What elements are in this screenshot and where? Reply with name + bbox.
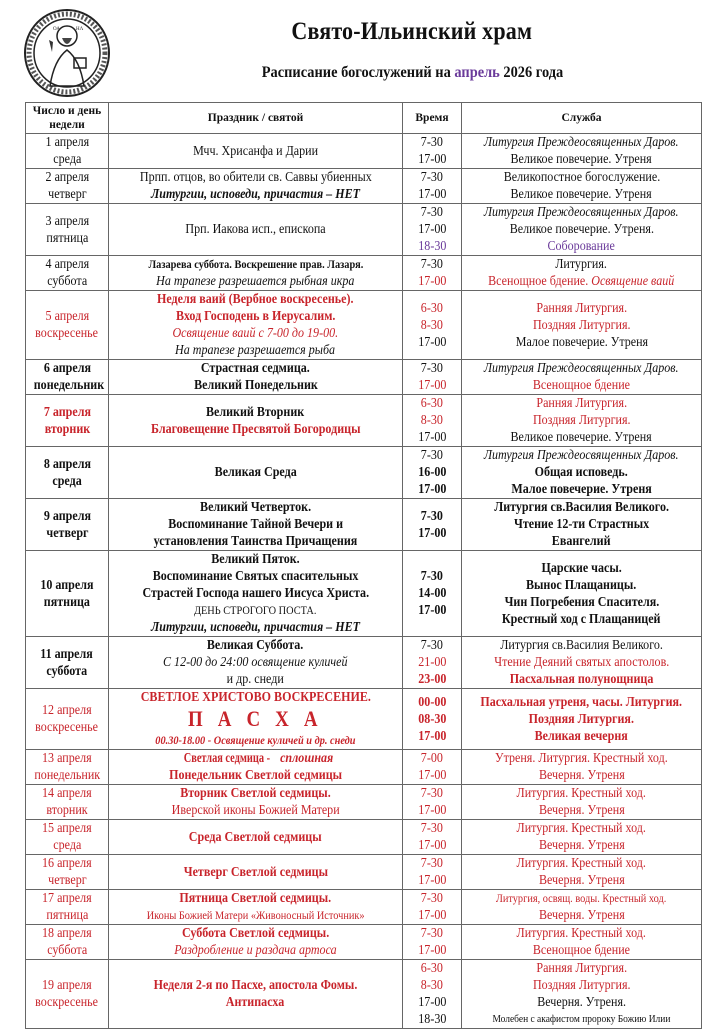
time-cell xyxy=(403,855,462,890)
time-cell-line: 7-30 xyxy=(420,926,444,941)
service-cell-line: Вечерня. Утреня xyxy=(538,768,625,783)
service-cell-line: Великое повечерие. Утреня xyxy=(510,430,653,445)
feast-cell-line: На трапезе разрешается рыбная икра xyxy=(156,274,355,289)
feast-cell-line: Великий Понедельник xyxy=(193,378,318,393)
time-cell-line: 7-30 xyxy=(420,638,444,653)
service-cell-line: Литургия. xyxy=(555,257,608,272)
time-cell xyxy=(403,395,462,447)
feast-cell xyxy=(109,499,403,551)
service-cell-line: Великопостное богослужение. xyxy=(503,170,660,185)
day-cell-line: четверг xyxy=(45,525,89,541)
service-cell xyxy=(462,447,702,499)
time-cell-line: 7-30 xyxy=(420,891,444,906)
service-cell-line: Вечерня. Утреня xyxy=(538,873,625,888)
feast-cell-line: Пятница Светлой седмицы. xyxy=(179,891,332,906)
day-cell xyxy=(26,785,109,820)
feast-cell xyxy=(109,785,403,820)
time-cell-line: 7-30 xyxy=(420,170,444,185)
feast-cell xyxy=(109,750,403,785)
service-cell-line: Утреня. Литургия. Крестный ход. xyxy=(495,751,668,766)
time-cell xyxy=(403,820,462,855)
day-cell-line: 17 апреля xyxy=(42,891,92,906)
time-cell-line: 16-00 xyxy=(417,465,447,480)
table-row xyxy=(26,689,702,750)
feast-cell xyxy=(109,395,403,447)
service-cell-line: Ранняя Литургия. xyxy=(536,396,627,411)
service-cell-line: Вечерня. Утреня. xyxy=(537,995,626,1010)
service-cell xyxy=(462,360,702,395)
header-time: Время xyxy=(403,103,462,134)
time-cell xyxy=(403,890,462,925)
time-cell-line: 17-00 xyxy=(417,873,447,888)
feast-cell-line: Великая Суббота. xyxy=(207,638,304,653)
time-cell-line: 8-30 xyxy=(420,978,444,993)
feast-cell-line: Неделя ваий (Вербное воскресенье). xyxy=(157,292,354,307)
day-cell xyxy=(26,360,109,395)
feast-cell xyxy=(109,169,403,204)
time-cell-line: 23-00 xyxy=(417,672,447,687)
feast-cell-line: Лазарева суббота. Воскрешение прав. Лазаря. xyxy=(148,257,363,271)
feast-cell xyxy=(109,291,403,360)
day-cell xyxy=(26,256,109,291)
table-row xyxy=(26,291,702,360)
table-row xyxy=(26,551,702,637)
feast-cell-line: Страстей Господа нашего Иисуса Христа. xyxy=(142,586,369,601)
service-cell-line: Великое повечерие. Утреня xyxy=(510,187,653,202)
service-cell xyxy=(462,499,702,551)
time-cell-line: 17-00 xyxy=(417,603,447,618)
time-cell xyxy=(403,291,462,360)
feast-cell-line: СВЕТЛОЕ ХРИСТОВО ВОСКРЕСЕНИЕ. xyxy=(140,690,371,705)
day-cell-line: 14 апреля xyxy=(42,786,92,801)
time-cell-line: 17-00 xyxy=(417,187,447,202)
service-cell-line: Великая вечерня xyxy=(534,728,629,744)
service-cell xyxy=(462,134,702,169)
table-row xyxy=(26,820,702,855)
svg-text:ΗΛ: ΗΛ xyxy=(76,27,84,32)
time-cell-line: 8-30 xyxy=(420,317,444,333)
service-cell xyxy=(462,925,702,960)
table-row xyxy=(26,960,702,1029)
time-cell-line: 7-30 xyxy=(420,361,444,376)
day-cell-line: воскресенье xyxy=(35,995,99,1010)
day-cell-line: суббота xyxy=(46,663,88,679)
time-cell-line: 6-30 xyxy=(420,961,444,976)
service-cell xyxy=(462,820,702,855)
day-cell xyxy=(26,447,109,499)
service-cell-line: Соборование xyxy=(547,239,616,254)
feast-cell-line: Страстная седмица. xyxy=(201,361,310,376)
day-cell-line: суббота xyxy=(47,943,87,958)
day-cell xyxy=(26,855,109,890)
time-cell-line: 6-30 xyxy=(420,396,444,411)
service-cell-line: Литургия Преждеосвященных Даров. xyxy=(484,448,679,463)
time-cell-line: 7-30 xyxy=(420,257,444,272)
feast-cell-line: Понедельник Светлой седмицы xyxy=(168,768,342,783)
service-cell-line: Великое повечерие. Утреня. xyxy=(509,222,654,237)
day-cell-line: 1 апреля xyxy=(45,135,89,150)
time-cell-line: 7-30 xyxy=(420,205,444,220)
day-cell-line: понедельник xyxy=(34,768,100,783)
header-service: Служба xyxy=(462,103,702,134)
feast-cell-line: На трапезе разрешается рыба xyxy=(175,343,336,358)
feast-cell-line: Прп. Иакова исп., епископа xyxy=(185,222,326,237)
day-cell xyxy=(26,499,109,551)
day-cell-line: 12 апреля xyxy=(42,703,92,718)
header-feast: Праздник / святой xyxy=(109,103,403,134)
time-cell-line: 17-00 xyxy=(417,728,447,744)
feast-cell-line: Антипасха xyxy=(226,995,285,1010)
feast-cell-line: Вторник Светлой седмицы. xyxy=(180,786,331,801)
time-cell xyxy=(403,960,462,1029)
day-cell-line: вторник xyxy=(44,421,90,437)
time-cell-line: 7-30 xyxy=(420,135,444,150)
time-cell xyxy=(403,256,462,291)
service-cell-line: Поздняя Литургия. xyxy=(532,413,631,428)
day-cell-line: 11 апреля xyxy=(40,646,94,662)
service-cell-line: Поздняя Литургия. xyxy=(532,317,631,333)
feast-cell-line: Иконы Божией Матери «Живоносный Источник» xyxy=(146,908,365,922)
day-cell xyxy=(26,890,109,925)
feast-cell-line: Великий Пяток. xyxy=(211,552,300,567)
service-cell-line: Литургия, освящ. воды. Крестный ход. xyxy=(496,891,667,905)
service-cell-line: Великое повечерие. Утреня xyxy=(510,152,653,167)
feast-cell-line: Вход Господень в Иерусалим. xyxy=(175,309,336,324)
feast-cell-line: установления Таинства Причащения xyxy=(153,534,358,549)
service-cell xyxy=(462,395,702,447)
time-cell-line: 17-00 xyxy=(417,768,447,783)
service-cell-line: Всенощное бдение xyxy=(532,378,631,393)
svg-text:ΟΑ: ΟΑ xyxy=(53,27,60,32)
time-cell-line: 17-00 xyxy=(417,943,447,958)
time-cell-line: 14-00 xyxy=(417,586,447,601)
service-cell xyxy=(462,256,702,291)
day-cell-line: 3 апреля xyxy=(45,213,89,229)
feast-cell xyxy=(109,637,403,689)
table-header-row xyxy=(26,103,702,134)
service-cell-line: Вечерня. Утреня xyxy=(538,803,625,818)
day-cell xyxy=(26,395,109,447)
day-cell xyxy=(26,134,109,169)
time-cell-line: 17-00 xyxy=(417,803,447,818)
service-cell xyxy=(462,291,702,360)
time-cell-line: 8-30 xyxy=(420,413,444,428)
time-cell-line: 6-30 xyxy=(420,300,444,316)
day-cell-line: 8 апреля xyxy=(43,456,91,472)
day-cell-line: 15 апреля xyxy=(42,821,92,836)
day-cell-line: 19 апреля xyxy=(42,978,92,993)
service-cell-line: Поздняя Литургия. xyxy=(528,711,635,727)
day-cell-line: 18 апреля xyxy=(42,926,92,941)
time-cell-line: 7-30 xyxy=(420,508,444,524)
day-cell xyxy=(26,750,109,785)
service-cell-line: Литургия. Крестный ход. xyxy=(516,786,647,801)
time-cell-line: 17-00 xyxy=(417,430,447,445)
day-cell-line: 7 апреля xyxy=(43,404,91,420)
service-cell-line: Вечерня. Утреня xyxy=(538,908,625,923)
feast-cell xyxy=(109,360,403,395)
feast-cell-line: Воспоминание Святых спасительных xyxy=(152,569,359,584)
service-cell xyxy=(462,855,702,890)
feast-cell-line: Благовещение Пресвятой Богородицы xyxy=(150,421,361,437)
service-cell xyxy=(462,637,702,689)
day-cell xyxy=(26,637,109,689)
day-cell-line: пятница xyxy=(43,594,91,610)
service-cell-line: Ранняя Литургия. xyxy=(536,300,627,316)
service-cell-line: Ранняя Литургия. xyxy=(536,961,627,976)
feast-cell-line: Суббота Светлой седмицы. xyxy=(181,926,330,941)
day-cell xyxy=(26,169,109,204)
time-cell-line: 08-30 xyxy=(417,711,447,727)
service-cell xyxy=(462,689,702,750)
service-cell-line: Чтение Деяний святых апостолов. xyxy=(493,655,670,670)
day-cell xyxy=(26,689,109,750)
day-cell-line: четверг xyxy=(47,873,87,888)
feast-cell-line: Великий Вторник xyxy=(206,404,305,420)
day-cell-line: четверг xyxy=(47,187,87,202)
day-cell-line: вторник xyxy=(46,803,88,818)
feast-cell-line: Раздробление и раздача артоса xyxy=(174,943,337,958)
header-day: Число и день недели xyxy=(26,103,109,134)
feast-cell xyxy=(109,925,403,960)
time-cell-line: 17-00 xyxy=(417,525,447,541)
time-cell xyxy=(403,689,462,750)
feast-cell-line: Иверской иконы Божией Матери xyxy=(171,803,340,818)
time-cell xyxy=(403,637,462,689)
time-cell-line: 7-30 xyxy=(420,569,444,584)
schedule-table xyxy=(25,102,702,1029)
table-row xyxy=(26,134,702,169)
table-row xyxy=(26,785,702,820)
service-cell-line: Литургия. Крестный ход. xyxy=(516,856,647,871)
feast-cell xyxy=(109,820,403,855)
service-cell-line: Вынос Плащаницы. xyxy=(526,577,637,593)
feast-cell-line: С 12-00 до 24:00 освящение куличей xyxy=(163,655,348,670)
time-cell xyxy=(403,499,462,551)
feast-cell-line: Мчч. Хрисанфа и Дарии xyxy=(193,143,318,159)
day-cell-line: воскресенье xyxy=(35,720,99,735)
day-cell-line: 2 апреля xyxy=(45,170,89,185)
feast-cell xyxy=(109,204,403,256)
time-cell xyxy=(403,360,462,395)
feast-cell xyxy=(109,551,403,637)
table-row xyxy=(26,360,702,395)
time-cell-line: 7-30 xyxy=(420,856,444,871)
service-cell xyxy=(462,890,702,925)
time-cell xyxy=(403,134,462,169)
feast-cell-line: Неделя 2-я по Пасхе, апостола Фомы. xyxy=(153,978,358,993)
table-row xyxy=(26,447,702,499)
feast-cell-line: и др. снеди xyxy=(226,672,285,687)
time-cell-line: 17-00 xyxy=(417,152,447,167)
day-cell xyxy=(26,925,109,960)
table-row xyxy=(26,395,702,447)
service-cell-line: Общая исповедь. xyxy=(534,465,629,480)
feast-cell-line: ДЕНЬ СТРОГОГО ПОСТА. xyxy=(194,603,317,617)
day-cell-line: 5 апреля xyxy=(45,309,89,324)
day-cell-line: 16 апреля xyxy=(42,856,92,871)
day-cell-line: среда xyxy=(52,473,82,489)
feast-cell-line: Литургии, исповеди, причастия – НЕТ xyxy=(151,187,360,202)
table-row xyxy=(26,204,702,256)
day-cell-line: 9 апреля xyxy=(43,508,91,524)
day-cell xyxy=(26,551,109,637)
feast-cell xyxy=(109,134,403,169)
feast-cell xyxy=(109,855,403,890)
service-cell-line: Литургия св.Василия Великого. xyxy=(494,500,669,515)
time-cell xyxy=(403,204,462,256)
day-cell xyxy=(26,820,109,855)
table-row xyxy=(26,890,702,925)
table-row xyxy=(26,256,702,291)
time-cell-line: 17-00 xyxy=(417,222,447,237)
service-cell-line: Крестный ход с Плащаницей xyxy=(502,611,661,627)
service-cell-line: Поздняя Литургия. xyxy=(532,978,631,993)
table-row xyxy=(26,169,702,204)
time-cell-line: 7-30 xyxy=(420,821,444,836)
day-cell-line: понедельник xyxy=(33,378,105,393)
service-cell xyxy=(462,204,702,256)
service-cell-line: Чин Погребения Спасителя. xyxy=(504,594,659,610)
service-cell-line: Литургия Преждеосвященных Даров. xyxy=(484,205,679,220)
time-cell xyxy=(403,785,462,820)
feast-cell-line: Литургии, исповеди, причастия – НЕТ xyxy=(151,620,360,635)
time-cell-line: 7-00 xyxy=(420,751,444,766)
time-cell-line: 7-30 xyxy=(420,448,444,463)
feast-cell-line: Воспоминание Тайной Вечери и xyxy=(168,517,343,532)
feast-cell-line: Среда Светлой седмицы xyxy=(189,829,322,845)
feast-cell-line: Четверг Светлой седмицы xyxy=(183,864,328,880)
time-cell xyxy=(403,925,462,960)
table-row xyxy=(26,499,702,551)
table-row xyxy=(26,637,702,689)
service-cell-line: Литургия св.Василия Великого. xyxy=(500,638,663,653)
time-cell-line: 17-00 xyxy=(417,274,447,289)
service-cell-line: Литургия. Крестный ход. xyxy=(516,821,647,836)
service-cell-line: Всенощное бдение xyxy=(532,943,631,958)
day-cell-line: 10 апреля xyxy=(40,577,94,593)
time-cell-line: 17-00 xyxy=(417,908,447,923)
time-cell-line: 17-00 xyxy=(417,838,447,853)
feast-cell-line: Светлая седмица - сплошная xyxy=(184,751,334,766)
day-cell-line: среда xyxy=(52,152,82,167)
service-cell-line: Литургия. Крестный ход. xyxy=(516,926,647,941)
service-cell-line: Всенощное бдение. Освящение ваий xyxy=(488,274,675,289)
day-cell xyxy=(26,291,109,360)
feast-cell-line: 00.30-18.00 - Освящение куличей и др. снеди xyxy=(155,733,356,747)
day-cell xyxy=(26,204,109,256)
table-row xyxy=(26,925,702,960)
time-cell-line: 21-00 xyxy=(417,655,447,670)
day-cell-line: 13 апреля xyxy=(42,751,92,766)
day-cell-line: 4 апреля xyxy=(45,257,89,272)
feast-cell-line: Великий Четверток. xyxy=(199,500,312,515)
day-cell-line: воскресенье xyxy=(35,326,99,341)
day-cell xyxy=(26,960,109,1029)
day-cell-line: пятница xyxy=(46,230,88,246)
service-cell-line: Малое повечерие. Утреня xyxy=(515,334,648,350)
time-cell-line: 18-30 xyxy=(417,1012,447,1027)
feast-cell-line: Прпп. отцов, во обители св. Саввы убиенных xyxy=(139,170,372,185)
time-cell-line: 17-00 xyxy=(417,482,447,497)
day-cell-line: пятница xyxy=(46,908,88,923)
feast-cell-line: Освящение ваий с 7-00 до 19-00. xyxy=(172,326,339,341)
feast-cell xyxy=(109,447,403,499)
page-subtitle: Расписание богослужений на апрель 2026 года xyxy=(261,64,563,81)
time-cell-line: 17-00 xyxy=(417,995,447,1010)
feast-cell-line: П А С Х А xyxy=(188,706,323,731)
time-cell-line: 7-30 xyxy=(420,786,444,801)
service-cell xyxy=(462,750,702,785)
time-cell xyxy=(403,447,462,499)
day-cell-line: 6 апреля xyxy=(43,361,91,376)
service-cell-line: Малое повечерие. Утреня xyxy=(511,482,652,497)
time-cell-line: 18-30 xyxy=(417,239,447,254)
service-cell-line: Литургия Преждеосвященных Даров. xyxy=(484,135,679,150)
feast-cell-line: Великая Среда xyxy=(214,465,297,480)
feast-cell xyxy=(109,689,403,750)
service-cell-line: Евангелий xyxy=(552,534,611,549)
service-cell-line: Молебен с акафистом пророку Божию Илии xyxy=(492,1013,671,1025)
feast-cell xyxy=(109,256,403,291)
service-cell xyxy=(462,551,702,637)
service-cell xyxy=(462,960,702,1029)
service-cell-line: Царские часы. xyxy=(541,560,622,576)
time-cell-line: 00-00 xyxy=(417,694,447,710)
day-cell-line: суббота xyxy=(47,274,87,289)
service-cell-line: Вечерня. Утреня xyxy=(538,838,625,853)
page-title: Свято-Ильинский храм xyxy=(291,18,533,45)
time-cell xyxy=(403,169,462,204)
time-cell-line: 17-00 xyxy=(417,334,447,350)
service-cell-line: Пасхальная полунощница xyxy=(509,672,654,687)
table-row xyxy=(26,855,702,890)
feast-cell xyxy=(109,960,403,1029)
service-cell xyxy=(462,169,702,204)
subtitle-month: апрель xyxy=(453,64,500,81)
feast-cell xyxy=(109,890,403,925)
time-cell xyxy=(403,750,462,785)
day-cell-line: среда xyxy=(52,838,82,853)
service-cell-line: Чтение 12-ти Страстных xyxy=(513,517,650,532)
service-cell xyxy=(462,785,702,820)
time-cell-line: 17-00 xyxy=(417,378,447,393)
time-cell xyxy=(403,551,462,637)
service-cell-line: Пасхальная утреня, часы. Литургия. xyxy=(480,694,683,710)
table-row xyxy=(26,750,702,785)
service-cell-line: Литургия Преждеосвященных Даров. xyxy=(484,361,679,376)
